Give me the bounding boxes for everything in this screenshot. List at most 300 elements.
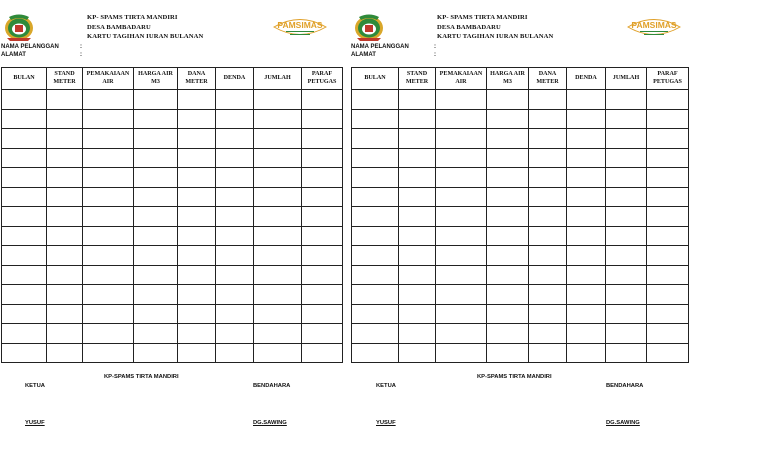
table-cell xyxy=(83,148,134,168)
table-cell xyxy=(2,324,47,344)
ketua-label: KETUA xyxy=(25,383,45,389)
table-cell xyxy=(647,168,689,188)
table-cell xyxy=(399,343,436,363)
table-cell xyxy=(83,246,134,266)
table-cell xyxy=(399,304,436,324)
table-cell xyxy=(134,207,178,227)
table-cell xyxy=(47,90,83,110)
table-row xyxy=(2,246,343,266)
table-cell xyxy=(47,129,83,149)
card-header xyxy=(437,13,553,42)
table-cell xyxy=(134,148,178,168)
table-cell xyxy=(567,343,606,363)
table-cell xyxy=(178,265,216,285)
col-header-stand-meter: STAND METER xyxy=(399,68,436,90)
table-cell xyxy=(83,109,134,129)
table-cell xyxy=(487,324,529,344)
table-cell xyxy=(47,226,83,246)
table-cell xyxy=(216,109,254,129)
table-cell xyxy=(606,265,647,285)
pamsimas-logo xyxy=(626,14,682,40)
table-cell xyxy=(134,324,178,344)
table-cell xyxy=(134,90,178,110)
table-cell xyxy=(178,207,216,227)
table-cell xyxy=(647,343,689,363)
table-cell xyxy=(216,246,254,266)
table-cell xyxy=(529,226,567,246)
table-row xyxy=(2,226,343,246)
table-cell xyxy=(254,285,302,305)
table-cell xyxy=(436,148,487,168)
table-cell xyxy=(606,246,647,266)
table-cell xyxy=(436,285,487,305)
table-cell xyxy=(83,187,134,207)
table-cell xyxy=(216,343,254,363)
table-cell xyxy=(254,187,302,207)
table-cell xyxy=(178,187,216,207)
table-cell xyxy=(47,246,83,266)
table-cell xyxy=(216,129,254,149)
org-name: KP- SPAMS TIRTA MANDIRI xyxy=(87,14,178,21)
table-row xyxy=(2,285,343,305)
svg-text:PAMSIMAS: PAMSIMAS xyxy=(277,20,323,30)
table-cell xyxy=(352,324,399,344)
table-cell xyxy=(2,207,47,227)
table-cell xyxy=(178,304,216,324)
table-cell xyxy=(302,168,343,188)
table-cell xyxy=(529,187,567,207)
table-cell xyxy=(178,285,216,305)
table-cell xyxy=(302,265,343,285)
table-cell xyxy=(83,265,134,285)
table-cell xyxy=(647,285,689,305)
card-title: KARTU TAGIHAN IURAN BULANAN xyxy=(437,33,554,40)
customer-name-label: NAMA PELANGGAN xyxy=(1,44,59,50)
table-cell xyxy=(2,226,47,246)
table-row xyxy=(352,207,689,227)
table-cell xyxy=(487,90,529,110)
address-colon: : xyxy=(434,52,436,58)
bendahara-name: DG.SAWING xyxy=(253,420,287,426)
table-cell xyxy=(567,304,606,324)
table-cell xyxy=(487,226,529,246)
table-cell xyxy=(606,285,647,305)
table-cell xyxy=(2,304,47,324)
table-cell xyxy=(216,207,254,227)
table-cell xyxy=(487,246,529,266)
col-header-dana-meter: DANA METER xyxy=(529,68,567,90)
table-cell xyxy=(134,187,178,207)
table-cell xyxy=(399,109,436,129)
bendahara-label: BENDAHARA xyxy=(253,383,291,389)
table-cell xyxy=(254,304,302,324)
table-cell xyxy=(134,285,178,305)
table-header-row xyxy=(2,68,343,90)
footer-org: KP-SPAMS TIRTA MANDIRI xyxy=(104,374,179,380)
table-cell xyxy=(2,265,47,285)
col-header-harga-air: HARGA AIR M3 xyxy=(487,68,529,90)
table-cell xyxy=(178,90,216,110)
table-row xyxy=(2,90,343,110)
table-cell xyxy=(606,148,647,168)
table-cell xyxy=(399,265,436,285)
table-cell xyxy=(83,324,134,344)
table-cell xyxy=(134,226,178,246)
table-row xyxy=(352,129,689,149)
col-header-paraf-petugas: PARAF PETUGAS xyxy=(647,68,689,90)
table-cell xyxy=(399,285,436,305)
table-row xyxy=(352,324,689,344)
table-cell xyxy=(302,207,343,227)
table-cell xyxy=(134,343,178,363)
table-cell xyxy=(529,148,567,168)
col-header-dana-meter: DANA METER xyxy=(178,68,216,90)
table-cell xyxy=(254,148,302,168)
table-cell xyxy=(436,168,487,188)
col-header-denda: DENDA xyxy=(216,68,254,90)
table-cell xyxy=(567,129,606,149)
bendahara-name: DG.SAWING xyxy=(606,420,640,426)
table-row xyxy=(2,109,343,129)
table-cell xyxy=(254,226,302,246)
table-cell xyxy=(529,90,567,110)
table-cell xyxy=(352,246,399,266)
customer-name-colon: : xyxy=(434,44,436,50)
table-cell xyxy=(647,226,689,246)
table-cell xyxy=(436,109,487,129)
address-label: ALAMAT xyxy=(351,52,376,58)
table-cell xyxy=(487,285,529,305)
table-cell xyxy=(352,304,399,324)
table-cell xyxy=(254,168,302,188)
bendahara-label: BENDAHARA xyxy=(606,383,644,389)
table-cell xyxy=(254,324,302,344)
table-cell xyxy=(178,324,216,344)
table-cell xyxy=(647,148,689,168)
table-cell xyxy=(216,324,254,344)
org-name: KP- SPAMS TIRTA MANDIRI xyxy=(437,14,528,21)
table-cell xyxy=(47,109,83,129)
table-cell xyxy=(83,304,134,324)
ketua-name: YUSUF xyxy=(376,420,396,426)
table-cell xyxy=(399,207,436,227)
table-cell xyxy=(529,304,567,324)
table-cell xyxy=(436,187,487,207)
table-cell xyxy=(647,265,689,285)
table-cell xyxy=(178,168,216,188)
table-cell xyxy=(47,207,83,227)
table-cell xyxy=(352,265,399,285)
village-name: DESA BAMBADARU xyxy=(87,23,151,31)
table-cell xyxy=(302,343,343,363)
table-cell xyxy=(83,90,134,110)
table-cell xyxy=(254,90,302,110)
table-cell xyxy=(529,343,567,363)
table-cell xyxy=(134,129,178,149)
table-cell xyxy=(2,187,47,207)
table-cell xyxy=(216,285,254,305)
table-cell xyxy=(352,148,399,168)
table-cell xyxy=(529,168,567,188)
table-cell xyxy=(254,343,302,363)
table-cell xyxy=(83,285,134,305)
table-row xyxy=(352,285,689,305)
table-cell xyxy=(254,207,302,227)
table-row xyxy=(2,265,343,285)
table-cell xyxy=(216,187,254,207)
table-cell xyxy=(2,343,47,363)
table-cell xyxy=(2,168,47,188)
table-cell xyxy=(436,226,487,246)
table-cell xyxy=(487,207,529,227)
table-cell xyxy=(567,265,606,285)
table-cell xyxy=(399,90,436,110)
col-header-pemakaian-air: PEMAKAIAAN AIR xyxy=(436,68,487,90)
table-cell xyxy=(529,109,567,129)
table-cell xyxy=(178,246,216,266)
table-cell xyxy=(302,324,343,344)
table-cell xyxy=(399,226,436,246)
table-header-row xyxy=(352,68,689,90)
table-cell xyxy=(134,109,178,129)
table-cell xyxy=(606,207,647,227)
table-cell xyxy=(606,109,647,129)
col-header-stand-meter: STAND METER xyxy=(47,68,83,90)
table-cell xyxy=(302,187,343,207)
col-header-pemakaian-air: PEMAKAIAAN AIR xyxy=(83,68,134,90)
table-row xyxy=(2,187,343,207)
billing-card-right xyxy=(350,0,695,466)
table-cell xyxy=(529,265,567,285)
table-cell xyxy=(399,324,436,344)
table-cell xyxy=(352,168,399,188)
table-cell xyxy=(178,129,216,149)
table-row xyxy=(352,343,689,363)
table-cell xyxy=(606,226,647,246)
table-cell xyxy=(436,343,487,363)
table-cell xyxy=(47,148,83,168)
table-cell xyxy=(134,304,178,324)
table-cell xyxy=(352,343,399,363)
table-cell xyxy=(487,168,529,188)
table-cell xyxy=(47,187,83,207)
table-row xyxy=(352,90,689,110)
table-cell xyxy=(647,304,689,324)
table-cell xyxy=(352,285,399,305)
table-cell xyxy=(436,246,487,266)
table-cell xyxy=(567,168,606,188)
table-row xyxy=(352,109,689,129)
table-cell xyxy=(47,285,83,305)
table-row xyxy=(2,168,343,188)
ketua-label: KETUA xyxy=(376,383,396,389)
table-cell xyxy=(83,226,134,246)
table-cell xyxy=(529,129,567,149)
table-cell xyxy=(567,226,606,246)
table-cell xyxy=(254,129,302,149)
table-cell xyxy=(2,148,47,168)
table-row xyxy=(352,226,689,246)
table-row xyxy=(2,148,343,168)
table-cell xyxy=(83,343,134,363)
table-cell xyxy=(352,207,399,227)
village-name: DESA BAMBADARU xyxy=(437,23,501,31)
table-row xyxy=(2,304,343,324)
table-cell xyxy=(399,148,436,168)
table-cell xyxy=(606,187,647,207)
table-cell xyxy=(647,109,689,129)
address-colon: : xyxy=(80,52,82,58)
table-cell xyxy=(647,207,689,227)
table-cell xyxy=(47,168,83,188)
table-cell xyxy=(606,324,647,344)
table-cell xyxy=(47,265,83,285)
table-cell xyxy=(436,90,487,110)
table-cell xyxy=(216,265,254,285)
col-header-harga-air: HARGA AIR M3 xyxy=(134,68,178,90)
table-row xyxy=(352,168,689,188)
billing-table xyxy=(351,67,689,363)
table-cell xyxy=(487,129,529,149)
table-cell xyxy=(567,148,606,168)
table-row xyxy=(352,246,689,266)
table-row xyxy=(2,343,343,363)
table-cell xyxy=(647,246,689,266)
table-cell xyxy=(487,265,529,285)
table-cell xyxy=(83,207,134,227)
table-cell xyxy=(134,246,178,266)
table-cell xyxy=(352,129,399,149)
table-cell xyxy=(2,109,47,129)
table-cell xyxy=(216,304,254,324)
table-cell xyxy=(606,343,647,363)
table-cell xyxy=(487,187,529,207)
table-cell xyxy=(47,343,83,363)
table-cell xyxy=(399,168,436,188)
table-cell xyxy=(134,168,178,188)
table-cell xyxy=(178,343,216,363)
table-cell xyxy=(302,129,343,149)
table-cell xyxy=(606,304,647,324)
table-cell xyxy=(567,246,606,266)
table-cell xyxy=(302,90,343,110)
table-cell xyxy=(567,324,606,344)
table-cell xyxy=(606,129,647,149)
table-cell xyxy=(487,343,529,363)
table-cell xyxy=(302,304,343,324)
table-cell xyxy=(2,246,47,266)
table-cell xyxy=(2,129,47,149)
col-header-jumlah: JUMLAH xyxy=(606,68,647,90)
pamsimas-logo xyxy=(272,14,328,40)
table-cell xyxy=(352,90,399,110)
table-cell xyxy=(567,207,606,227)
table-cell xyxy=(567,90,606,110)
card-title: KARTU TAGIHAN IURAN BULANAN xyxy=(87,33,204,40)
table-cell xyxy=(529,324,567,344)
table-cell xyxy=(647,324,689,344)
table-cell xyxy=(529,285,567,305)
table-cell xyxy=(567,285,606,305)
table-cell xyxy=(47,304,83,324)
table-cell xyxy=(399,129,436,149)
table-cell xyxy=(606,90,647,110)
table-cell xyxy=(567,187,606,207)
table-cell xyxy=(436,129,487,149)
table-cell xyxy=(352,187,399,207)
table-cell xyxy=(647,187,689,207)
table-cell xyxy=(436,324,487,344)
table-cell xyxy=(487,109,529,129)
table-cell xyxy=(2,90,47,110)
table-cell xyxy=(216,226,254,246)
ketua-name: YUSUF xyxy=(25,420,45,426)
table-cell xyxy=(302,148,343,168)
table-cell xyxy=(647,90,689,110)
table-cell xyxy=(302,109,343,129)
table-cell xyxy=(567,109,606,129)
table-cell xyxy=(178,226,216,246)
table-row xyxy=(352,187,689,207)
table-cell xyxy=(487,304,529,324)
footer-org: KP-SPAMS TIRTA MANDIRI xyxy=(477,374,552,380)
billing-card-left xyxy=(0,0,345,466)
customer-name-label: NAMA PELANGGAN xyxy=(351,44,409,50)
table-cell xyxy=(83,168,134,188)
address-label: ALAMAT xyxy=(1,52,26,58)
col-header-bulan: BULAN xyxy=(2,68,47,90)
svg-text:PAMSIMAS: PAMSIMAS xyxy=(631,20,677,30)
col-header-denda: DENDA xyxy=(567,68,606,90)
table-cell xyxy=(647,129,689,149)
table-cell xyxy=(436,207,487,227)
table-cell xyxy=(178,148,216,168)
table-cell xyxy=(436,304,487,324)
table-cell xyxy=(254,246,302,266)
table-cell xyxy=(352,109,399,129)
col-header-paraf-petugas: PARAF PETUGAS xyxy=(302,68,343,90)
col-header-jumlah: JUMLAH xyxy=(254,68,302,90)
table-cell xyxy=(352,226,399,246)
table-cell xyxy=(302,285,343,305)
table-cell xyxy=(302,246,343,266)
table-cell xyxy=(134,265,178,285)
table-cell xyxy=(216,148,254,168)
table-row xyxy=(2,324,343,344)
table-cell xyxy=(254,265,302,285)
table-cell xyxy=(2,285,47,305)
regency-seal-icon xyxy=(3,12,35,42)
table-row xyxy=(352,304,689,324)
table-cell xyxy=(178,109,216,129)
regency-seal-icon xyxy=(353,12,385,42)
col-header-bulan: BULAN xyxy=(352,68,399,90)
table-cell xyxy=(606,168,647,188)
table-cell xyxy=(83,129,134,149)
table-cell xyxy=(47,324,83,344)
table-cell xyxy=(254,109,302,129)
table-cell xyxy=(436,265,487,285)
table-cell xyxy=(399,246,436,266)
customer-name-colon: : xyxy=(80,44,82,50)
billing-table xyxy=(1,67,343,363)
table-cell xyxy=(302,226,343,246)
table-cell xyxy=(216,90,254,110)
table-cell xyxy=(529,246,567,266)
card-header xyxy=(87,13,203,42)
table-cell xyxy=(487,148,529,168)
table-cell xyxy=(529,207,567,227)
